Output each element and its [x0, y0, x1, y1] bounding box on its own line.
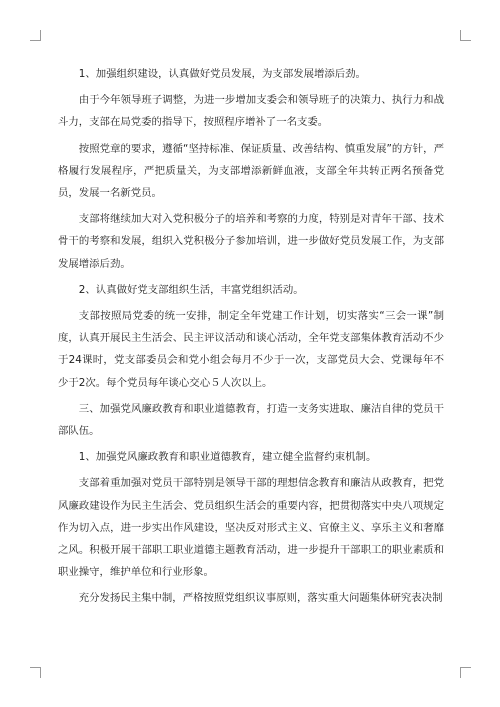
subheading-organization-building: 1、加强组织建设，认真做好党员发展，为支部发展增添后劲。 [78, 68, 366, 80]
body-paragraph: 支部将继续加大对入党积极分子的培养和考察的力度，特别是对青年干部、技术骨干的考察和发展，组织入党积极分子参加培训，进一步做好党员发展工作，为支部发展增添后劲。 [58, 213, 444, 270]
crop-mark-top-right [460, 30, 471, 41]
body-paragraph: 由于今年领导班子调整，为进一步增加支委会和领导班子的决策力、执行力和战斗力，支部在局党委的指导下，按照程序增补了一名支委。 [58, 94, 444, 129]
crop-mark-top-left [30, 30, 41, 41]
body-paragraph: 充分发扬民主集中制，严格按照党组织议事原则，落实重大问题集体研究表决制 [78, 592, 443, 605]
crop-mark-bottom-left [30, 667, 41, 678]
body-paragraph: 支部按照局党委的统一安排，制定全年党建工作计划，切实落实“三会一课”制度，认真开展民主生活会、民主评议活动和谈心活动，全年党支部集体教育活动不少于24课时，党支部委员会和党小组会每月不少于一次，支部党员大会、党课每年不少于2次。每个党员每年谈心交心５人次以上。 [58, 310, 444, 389]
body-paragraph: 按照党章的要求，遵循“坚持标准、保证质量、改善结构、慎重发展”的方针，严格履行发展程序，严把质量关，为支部增添新鲜血液，支部全年共转正两名预备党员，发展一名新党员。 [58, 142, 444, 200]
section-heading-integrity-education: 三、加强党风廉政教育和职业道德教育，打造一支务实进取、廉洁自律的党员干部队伍。 [58, 402, 444, 438]
body-paragraph: 支部着重加强对党员干部特别是领导干部的理想信念教育和廉洁从政教育，把党风廉政建设作为民主生活会、党员组织生活会的重要内容，把贯彻落实中央八项规定作为切入点，进一步实出作风建设，坚决反对形式主义、官僚主义、享乐主义和奢靡之风。积极开展干部职工职业道德主题教育活动，进一步提升干部职工的职业素质和职业操守，维护单位和行业形象。 [58, 477, 444, 579]
crop-mark-bottom-right [460, 667, 471, 678]
subheading-organization-life: 2、认真做好党支部组织生活，丰富党组织活动。 [78, 283, 304, 296]
subheading-supervision-mechanism: 1、加强党风廉政教育和职业道德教育，建立健全监督约束机制。 [78, 451, 377, 464]
document-body [58, 63, 444, 614]
